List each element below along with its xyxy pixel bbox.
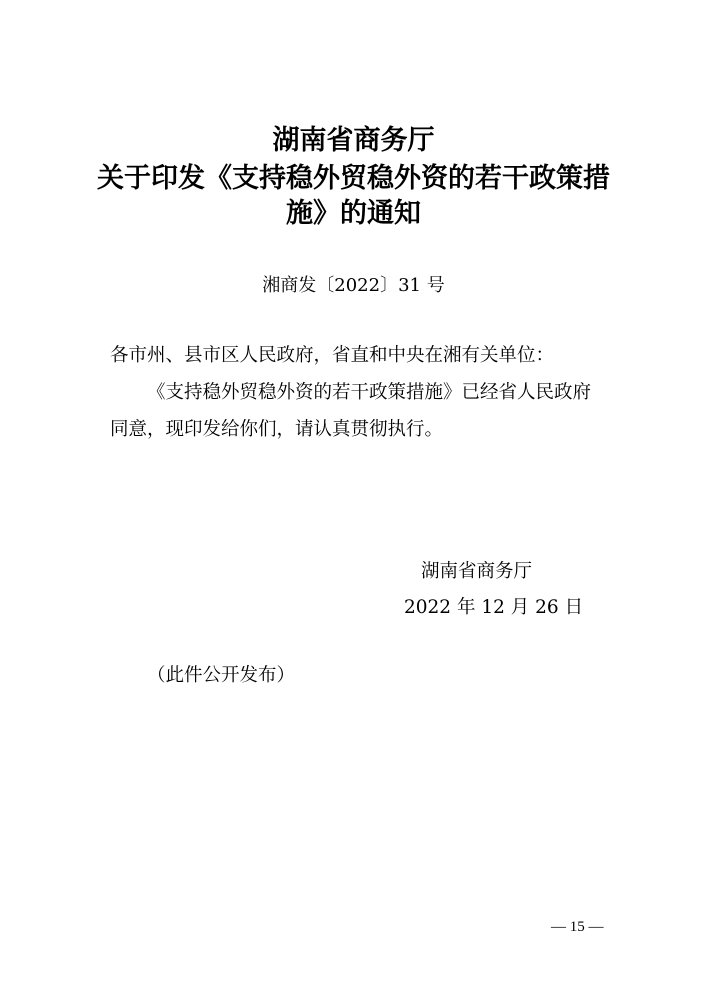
page-number: — 15 — [551, 919, 604, 935]
title-line-1: 湖南省商务厅 [272, 125, 435, 156]
signature-date: 2022 年 12 月 26 日 [404, 597, 584, 618]
publication-note: （此件公开发布） [147, 665, 296, 686]
title-line-3: 施》的通知 [286, 198, 421, 229]
title-line-2: 关于印发《支持稳外贸稳外资的若干政策措 [97, 163, 610, 194]
signature-organization: 湖南省商务厅 [421, 561, 533, 582]
body-paragraph-line-1: 《支持稳外贸稳外资的若干政策措施》已经省人民政府 [147, 382, 592, 403]
body-paragraph-line-2: 同意，现印发给你们，请认真贯彻执行。 [110, 419, 444, 440]
addressee-line: 各市州、县市区人民政府，省直和中央在湘有关单位： [110, 345, 555, 366]
document-number: 湘商发〔2022〕31 号 [262, 275, 445, 296]
